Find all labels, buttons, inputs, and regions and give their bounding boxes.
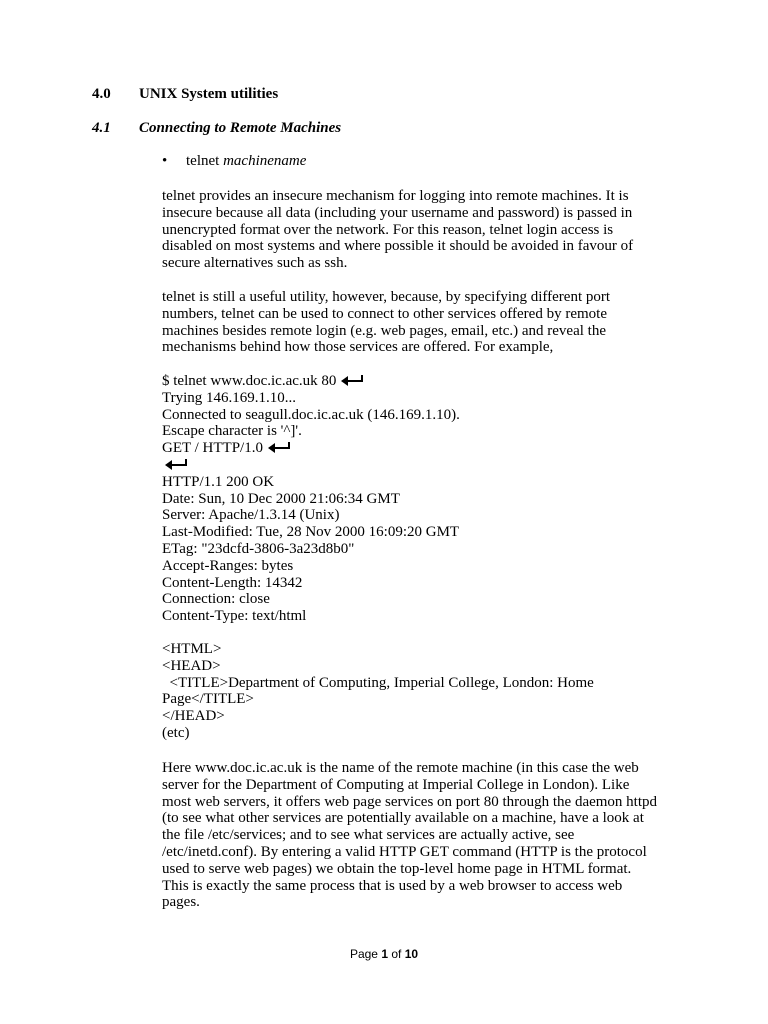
session-line: Content-Type: text/html: [162, 608, 307, 625]
session-line: Accept-Ranges: bytes: [162, 557, 294, 574]
bullet-item: [162, 153, 306, 170]
subsection-number: 4.1: [92, 120, 111, 136]
footer-current-page: 1: [381, 947, 388, 961]
html-line: Page</TITLE>: [162, 691, 254, 708]
html-listing: [162, 641, 662, 742]
text-line: machines besides remote login (e.g. web pages, email, etc.) and reveal the: [162, 322, 606, 339]
html-line: (etc): [162, 724, 190, 741]
footer-of: of: [391, 947, 402, 961]
text-line: /etc/inetd.conf). By entering a valid HTTP GET command (HTTP is the protocol: [162, 843, 647, 860]
html-line: </HEAD>: [162, 708, 225, 725]
text-line: the file /etc/services; and to see what services are actually active, see: [162, 827, 575, 844]
session-line: Connection: close: [162, 591, 270, 608]
session-line: GET / HTTP/1.0: [162, 440, 662, 457]
enter-key-icon: [164, 458, 188, 471]
footer-prefix: Page: [349, 947, 378, 961]
bullet-command: telnet: [186, 153, 220, 169]
html-line: <HEAD>: [162, 657, 221, 674]
telnet-session-listing: [162, 373, 662, 625]
session-line: Last-Modified: Tue, 28 Nov 2000 16:09:20 GMT: [162, 524, 460, 541]
text-line: mechanisms behind how those services are offered. For example,: [162, 339, 554, 356]
subsection-heading: [92, 120, 341, 137]
text-line: used to serve web pages) we obtain the top-level home page in HTML format.: [162, 860, 632, 877]
text-line: pages.: [162, 894, 200, 911]
text-line: This is exactly the same process that is used by a web browser to access web: [162, 877, 623, 894]
session-line: Date: Sun, 10 Dec 2000 21:06:34 GMT: [162, 490, 400, 507]
text-line: telnet is still a useful utility, however, because, by specifying different port: [162, 289, 611, 305]
text-line: disabled on most systems and where possible it should be avoided in favour of: [162, 238, 634, 255]
text-line: insecure because all data (including your username and password) is passed in: [162, 204, 633, 221]
paragraph-intro: [162, 188, 662, 272]
text-line: most web servers, it offers web page services on port 80 through the daemon httpd: [162, 793, 658, 810]
section-number: 4.0: [92, 86, 111, 102]
session-line-blank-enter: [162, 457, 662, 474]
html-line: <TITLE>Department of Computing, Imperial College, London: Home: [162, 674, 594, 691]
enter-key-icon: [267, 441, 291, 454]
text-line: numbers, telnet can be used to connect to other services offered by remote: [162, 305, 607, 322]
session-line: $ telnet www.doc.ic.ac.uk 80: [162, 373, 662, 390]
session-line: Connected to seagull.doc.ic.ac.uk (146.169.1.10).: [162, 406, 460, 423]
text-line: secure alternatives such as ssh.: [162, 255, 348, 272]
paragraph-usage: [162, 289, 662, 356]
html-line: <HTML>: [162, 641, 222, 657]
footer-total-pages: 10: [404, 947, 419, 961]
section-title: UNIX System utilities: [139, 86, 279, 102]
text-line: telnet provides an insecure mechanism for logging into remote machines. It is: [162, 188, 629, 204]
subsection-title: Connecting to Remote Machines: [139, 120, 342, 136]
session-line: Trying 146.169.1.10...: [162, 389, 297, 406]
page-footer: [0, 947, 768, 961]
session-line: Server: Apache/1.3.14 (Unix): [162, 507, 340, 524]
paragraph-explanation: [162, 760, 662, 911]
text-line: server for the Department of Computing at Imperial College in London). Like: [162, 776, 630, 793]
section-heading: [92, 86, 278, 103]
enter-key-icon: [340, 374, 364, 387]
bullet-argument: machinename: [223, 153, 307, 169]
bullet-dot: •: [162, 153, 168, 169]
text-line: (to see what other services are potentially available on a machine, have a look at: [162, 810, 644, 827]
session-line: HTTP/1.1 200 OK: [162, 473, 275, 490]
session-line: Escape character is '^]'.: [162, 423, 302, 440]
text-line: Here www.doc.ic.ac.uk is the name of the remote machine (in this case the web: [162, 760, 639, 776]
session-line: ETag: "23dcfd-3806-3a23d8b0": [162, 540, 355, 557]
text-line: unencrypted format over the network. For this reason, telnet login access is: [162, 221, 614, 238]
session-line: Content-Length: 14342: [162, 574, 303, 591]
